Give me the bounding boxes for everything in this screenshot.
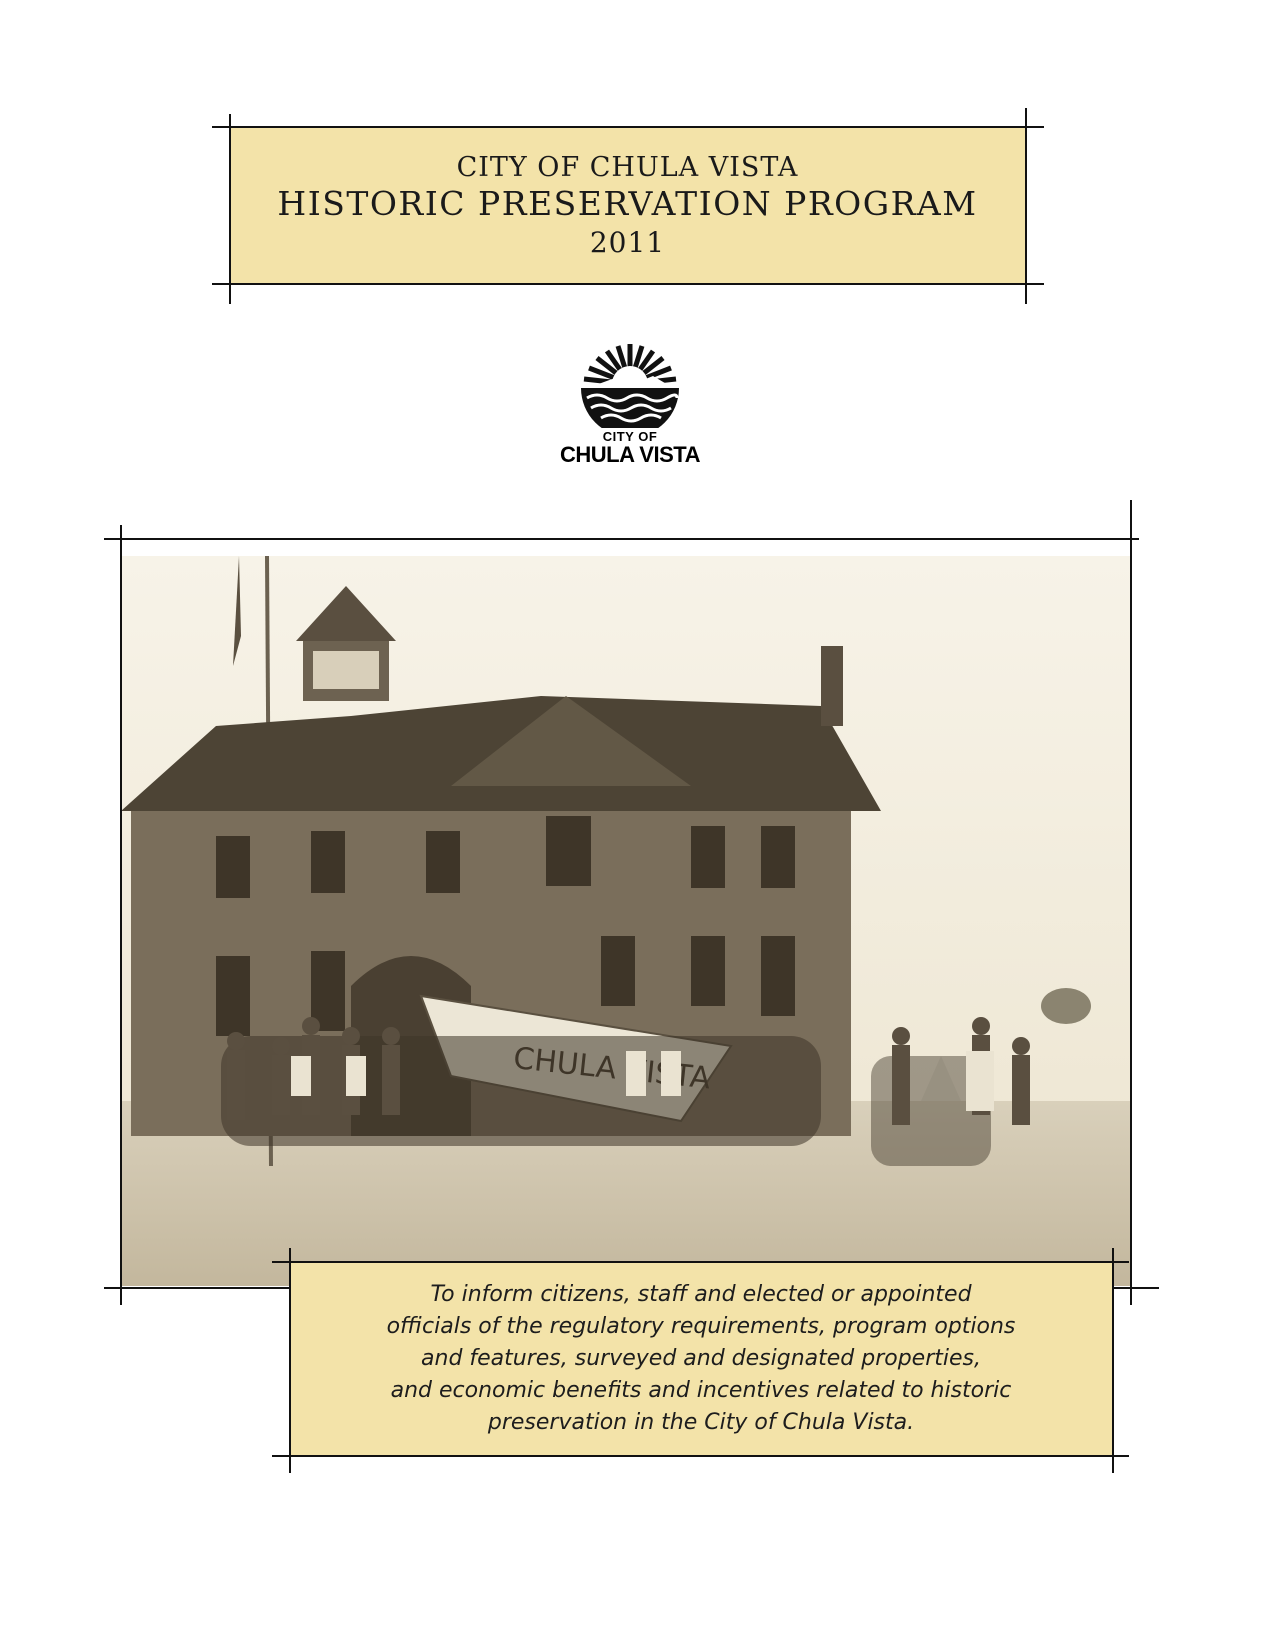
title-city: CITY OF CHULA VISTA bbox=[456, 152, 799, 184]
photo-right-line bbox=[1130, 500, 1132, 1305]
title-program: HISTORIC PRESERVATION PROGRAM bbox=[277, 184, 978, 224]
historic-school-photo bbox=[121, 556, 1131, 1286]
city-logo bbox=[540, 340, 720, 480]
title-box bbox=[230, 128, 1025, 284]
title-right-line bbox=[1025, 108, 1027, 304]
caption-right-line bbox=[1112, 1248, 1114, 1473]
caption-text: To inform citizens, staff and elected or appointed officials of the regulatory requirements, program options and features, surveyed and designated properties, and economic benefits and incentives related to historic preservation in the City of Chula Vista. bbox=[386, 1281, 1016, 1435]
sun-over-waves-icon bbox=[575, 340, 685, 428]
photo-top-line bbox=[104, 538, 1139, 540]
caption-left-line bbox=[289, 1248, 291, 1473]
logo-chula-vista: CHULA VISTA bbox=[560, 442, 700, 467]
title-top-line bbox=[212, 126, 1044, 128]
caption-bottom-line bbox=[272, 1455, 1129, 1457]
title-year: 2011 bbox=[589, 226, 666, 260]
title-left-line bbox=[229, 114, 231, 304]
caption-box bbox=[290, 1262, 1112, 1455]
caption-top-line bbox=[272, 1261, 1129, 1263]
logo-city-of: CITY OF bbox=[602, 429, 658, 444]
title-bottom-line bbox=[212, 283, 1044, 285]
photo-left-line bbox=[120, 525, 122, 1305]
